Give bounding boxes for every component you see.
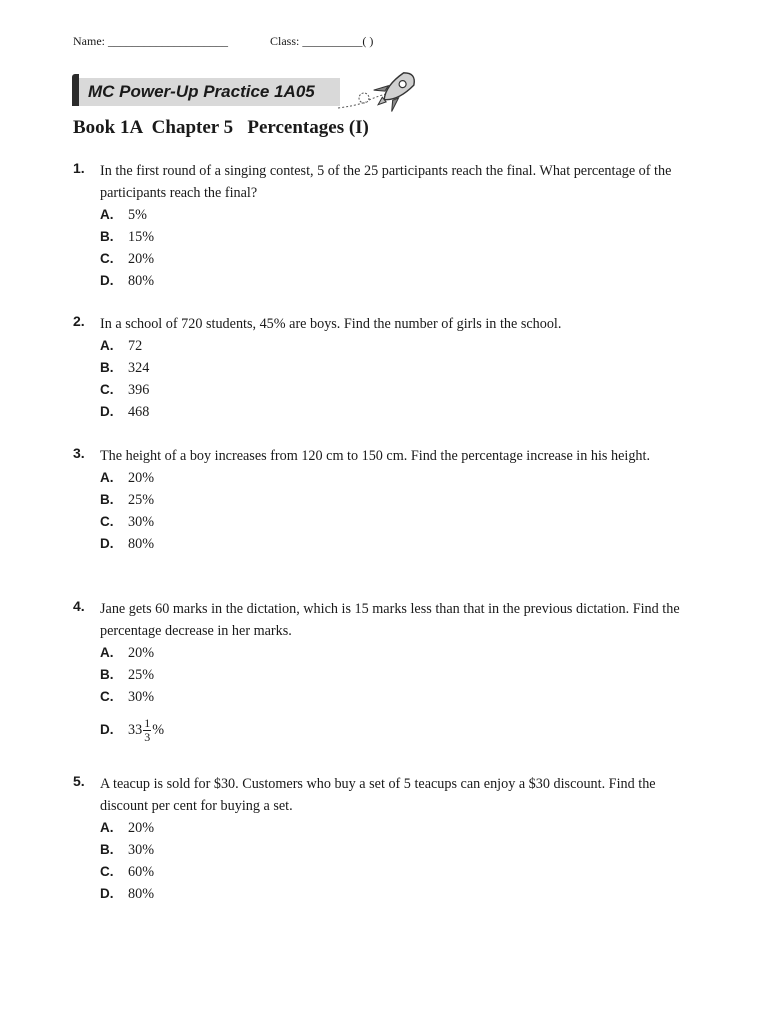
question-2 <box>73 313 693 423</box>
denominator: 3 <box>144 729 151 744</box>
question-number: 3. <box>73 445 85 461</box>
question-3 <box>73 445 693 555</box>
option-d <box>100 401 693 423</box>
question-text: The height of a boy increases from 120 cm to 150 cm. Find the percentage increase in his height. <box>100 448 650 464</box>
option-text: 324 <box>128 360 150 376</box>
option-text: 30% <box>128 842 155 858</box>
name-label: Name: <box>73 34 105 48</box>
option-text: 25% <box>128 492 155 508</box>
option-text: 72 <box>128 338 143 354</box>
option-label: D. <box>100 404 114 419</box>
option-text: 15% <box>128 229 155 245</box>
option-c <box>100 511 693 533</box>
option-label: C. <box>100 514 114 529</box>
numerator: 1 <box>144 715 151 730</box>
option-c <box>100 686 693 708</box>
name-blank: ____________________ <box>108 34 228 48</box>
question-text: In the first round of a singing contest, 5 of the 25 participants reach the final. What percentage of the participants reach the final? <box>100 163 672 201</box>
class-label: Class: <box>270 34 300 48</box>
option-a <box>100 204 693 226</box>
option-label: A. <box>100 820 114 835</box>
banner-tab <box>72 74 79 106</box>
question-number: 5. <box>73 773 85 789</box>
option-text: 30% <box>128 689 155 705</box>
option-d <box>100 270 693 292</box>
question-number: 1. <box>73 160 85 176</box>
question-4 <box>73 598 693 748</box>
question-1 <box>73 160 693 292</box>
option-label: D. <box>100 886 114 901</box>
option-d <box>100 712 693 748</box>
option-a <box>100 467 693 489</box>
option-text: 396 <box>128 382 150 398</box>
option-text: 20% <box>128 251 155 267</box>
mixed-number <box>128 712 164 748</box>
option-text: 80% <box>128 273 155 289</box>
class-blank: __________( ) <box>302 34 374 48</box>
rocket-icon <box>336 66 426 112</box>
option-label: C. <box>100 689 114 704</box>
option-a <box>100 335 693 357</box>
option-label: D. <box>100 273 114 288</box>
option-label: C. <box>100 251 114 266</box>
question-number: 4. <box>73 598 85 614</box>
question-text: In a school of 720 students, 45% are boys. Find the number of girls in the school. <box>100 316 562 332</box>
banner-title: MC Power-Up Practice 1A05 <box>88 82 315 101</box>
question-text: A teacup is sold for $30. Customers who buy a set of 5 teacups can enjoy a $30 discount. Find the discount per cent for buying a set. <box>100 776 656 814</box>
option-b <box>100 357 693 379</box>
option-text: 30% <box>128 514 155 530</box>
option-text: 80% <box>128 536 155 552</box>
option-label: A. <box>100 207 114 222</box>
practice-banner <box>72 78 340 106</box>
option-label: D. <box>100 536 114 551</box>
option-b <box>100 664 693 686</box>
option-text: 20% <box>128 820 155 836</box>
student-info-line <box>73 34 373 49</box>
document-title: Book 1A Chapter 5 Percentages (I) <box>73 117 369 138</box>
question-number: 2. <box>73 313 85 329</box>
option-label: B. <box>100 667 114 682</box>
option-label: A. <box>100 470 114 485</box>
option-c <box>100 379 693 401</box>
option-text: 20% <box>128 470 155 486</box>
option-a <box>100 817 693 839</box>
whole-part: 33 <box>128 722 143 738</box>
option-label: A. <box>100 338 114 353</box>
option-b <box>100 489 693 511</box>
option-text: 80% <box>128 886 155 902</box>
option-b <box>100 226 693 248</box>
option-text: 60% <box>128 864 155 880</box>
option-d <box>100 533 693 555</box>
option-label: B. <box>100 492 114 507</box>
option-text: 468 <box>128 404 150 420</box>
option-c <box>100 861 693 883</box>
fraction <box>143 717 151 744</box>
option-d <box>100 883 693 905</box>
question-5 <box>73 773 693 905</box>
option-text: 20% <box>128 645 155 661</box>
option-label: C. <box>100 382 114 397</box>
option-label: C. <box>100 864 114 879</box>
option-text: 25% <box>128 667 155 683</box>
option-a <box>100 642 693 664</box>
option-label: B. <box>100 842 114 857</box>
option-text: 5% <box>128 207 147 223</box>
option-label: B. <box>100 229 114 244</box>
option-c <box>100 248 693 270</box>
option-label: B. <box>100 360 114 375</box>
option-b <box>100 839 693 861</box>
percent-sign: % <box>152 722 165 738</box>
option-label: A. <box>100 645 114 660</box>
question-text: Jane gets 60 marks in the dictation, which is 15 marks less than that in the previous dictation. Find the percentage decrease in her marks. <box>100 601 680 639</box>
option-label: D. <box>100 722 114 737</box>
